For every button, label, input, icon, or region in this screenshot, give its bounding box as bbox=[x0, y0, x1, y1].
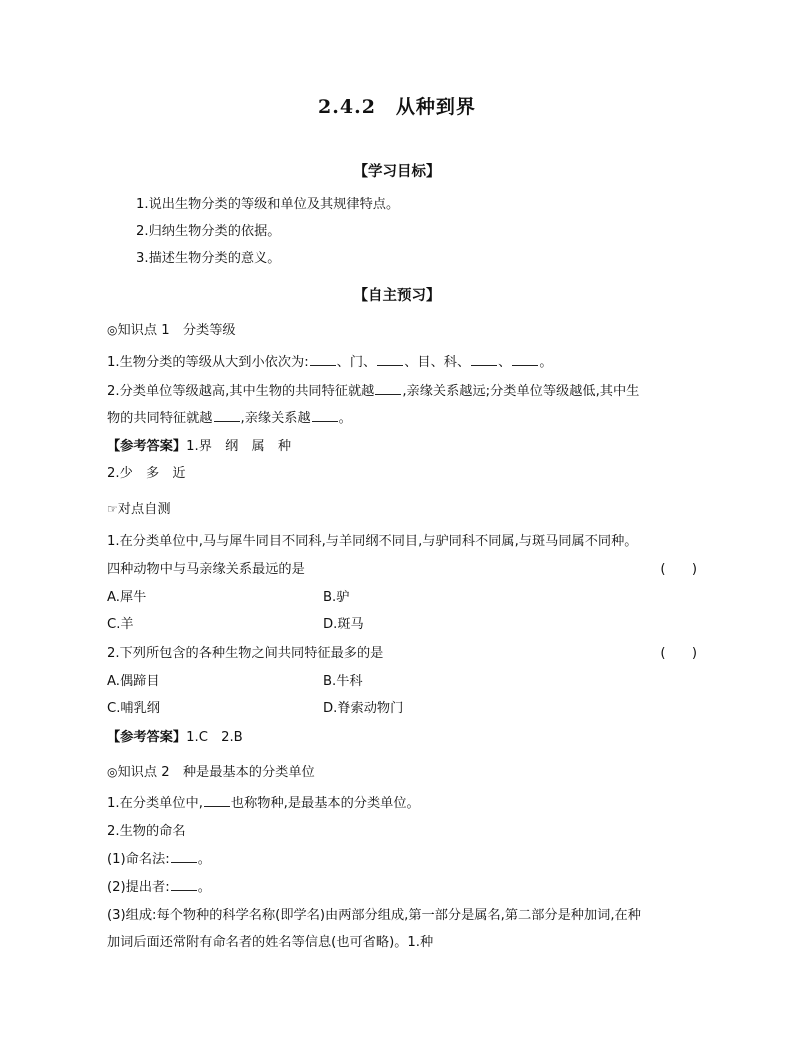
text-segment: 。 bbox=[539, 355, 553, 370]
answer-blank[interactable] bbox=[214, 409, 240, 422]
kp1-heading bbox=[107, 320, 697, 341]
answer-blank[interactable] bbox=[471, 353, 497, 366]
text-segment: 、门、 bbox=[336, 355, 377, 370]
goal-item-1: 1.说出生物分类的等级和单位及其规律特点。 bbox=[136, 197, 400, 212]
self-test-q1-options-row1 bbox=[107, 588, 697, 608]
answer-parentheses[interactable]: ( ) bbox=[660, 646, 697, 661]
option-b[interactable]: B.驴 bbox=[323, 590, 350, 605]
option-a[interactable]: A.犀牛 bbox=[107, 590, 147, 605]
text-segment: (1)命名法: bbox=[107, 852, 170, 867]
question-text: 四种动物中与马亲缘关系最远的是 bbox=[107, 562, 305, 577]
kp2-question-2-1 bbox=[107, 850, 697, 870]
option-b[interactable]: B.牛科 bbox=[323, 674, 363, 689]
answer-blank[interactable] bbox=[377, 353, 403, 366]
kp1-answer bbox=[107, 437, 697, 457]
answer-blank[interactable] bbox=[310, 353, 336, 366]
answer-blank[interactable] bbox=[204, 794, 230, 807]
kp1-heading-text: 知识点 1 分类等级 bbox=[117, 323, 236, 338]
page-title: 2.4.2 从种到界 bbox=[318, 96, 476, 118]
answer-parentheses[interactable]: ( ) bbox=[660, 562, 697, 577]
self-test-heading-text: 对点自测 bbox=[117, 502, 171, 517]
self-test-q2-options-row2 bbox=[107, 699, 697, 719]
bullseye-icon: ◎ bbox=[107, 323, 118, 337]
kp1-question-2-line1 bbox=[107, 382, 697, 402]
kp2-heading-text: 知识点 2 种是最基本的分类单位 bbox=[117, 765, 315, 780]
text-segment: 物的共同特征就越 bbox=[107, 411, 213, 426]
answer-text: 1.C 2.B bbox=[186, 730, 243, 745]
option-d[interactable]: D.脊索动物门 bbox=[323, 701, 404, 716]
answer-blank[interactable] bbox=[512, 353, 538, 366]
kp1-answer-line2: 2.少 多 近 bbox=[107, 466, 186, 481]
kp1-question-2-line2 bbox=[107, 409, 697, 429]
option-c[interactable]: C.哺乳纲 bbox=[107, 701, 160, 716]
text-segment: 也称物种,是最基本的分类单位。 bbox=[230, 796, 420, 811]
self-test-answer bbox=[107, 728, 697, 748]
text-segment: 1.生物分类的等级从大到小依次为: bbox=[107, 355, 309, 370]
goal-item-3: 3.描述生物分类的意义。 bbox=[136, 251, 281, 266]
text-segment: 2.分类单位等级越高,其中生物的共同特征就越 bbox=[107, 384, 375, 399]
text-segment: 。 bbox=[338, 411, 352, 426]
answer-blank[interactable] bbox=[375, 382, 401, 395]
text-segment: 1.在分类单位中, bbox=[107, 796, 203, 811]
kp2-question-2: 2.生物的命名 bbox=[107, 824, 186, 839]
self-test-q2-line bbox=[107, 644, 697, 664]
preview-header: 【自主预习】 bbox=[353, 288, 441, 304]
self-test-heading bbox=[107, 499, 697, 520]
pointing-hand-icon: ☞ bbox=[107, 502, 118, 516]
answer-text: 1.界 纲 属 种 bbox=[186, 439, 292, 454]
self-test-q1-line2 bbox=[107, 560, 697, 580]
text-segment: 、 bbox=[498, 355, 512, 370]
kp2-question-2-3-line2: 加词后面还常附有命名者的姓名等信息(也可省略)。1.种 bbox=[107, 935, 434, 950]
answer-blank[interactable] bbox=[171, 878, 197, 891]
text-segment: 。 bbox=[197, 852, 211, 867]
answer-blank[interactable] bbox=[171, 850, 197, 863]
answer-blank[interactable] bbox=[312, 409, 338, 422]
text-segment: ,亲缘关系越 bbox=[240, 411, 311, 426]
text-segment: 。 bbox=[197, 880, 211, 895]
text-segment: ,亲缘关系越远;分类单位等级越低,其中生 bbox=[402, 384, 640, 399]
question-text: 2.下列所包含的各种生物之间共同特征最多的是 bbox=[107, 646, 384, 661]
option-d[interactable]: D.斑马 bbox=[323, 617, 364, 632]
bullseye-icon: ◎ bbox=[107, 765, 118, 779]
kp2-question-1 bbox=[107, 794, 697, 814]
answer-label: 【参考答案】 bbox=[107, 439, 187, 454]
kp2-heading bbox=[107, 762, 697, 783]
kp2-question-2-3-line1: (3)组成:每个物种的科学名称(即学名)由两部分组成,第一部分是属名,第二部分是种加词,在种 bbox=[107, 908, 641, 923]
self-test-q1-line1: 1.在分类单位中,马与犀牛同目不同科,与羊同纲不同目,与驴同科不同属,与斑马同属不同种。 bbox=[107, 534, 638, 549]
option-c[interactable]: C.羊 bbox=[107, 617, 134, 632]
self-test-q2-options-row1 bbox=[107, 672, 697, 692]
text-segment: (2)提出者: bbox=[107, 880, 170, 895]
goals-header: 【学习目标】 bbox=[353, 164, 441, 180]
option-a[interactable]: A.偶蹄目 bbox=[107, 674, 160, 689]
self-test-q1-options-row2 bbox=[107, 615, 697, 635]
goal-item-2: 2.归纳生物分类的依据。 bbox=[136, 224, 281, 239]
text-segment: 、目、科、 bbox=[404, 355, 471, 370]
kp1-question-1 bbox=[107, 353, 697, 373]
kp2-question-2-2 bbox=[107, 878, 697, 898]
answer-label: 【参考答案】 bbox=[107, 730, 187, 745]
